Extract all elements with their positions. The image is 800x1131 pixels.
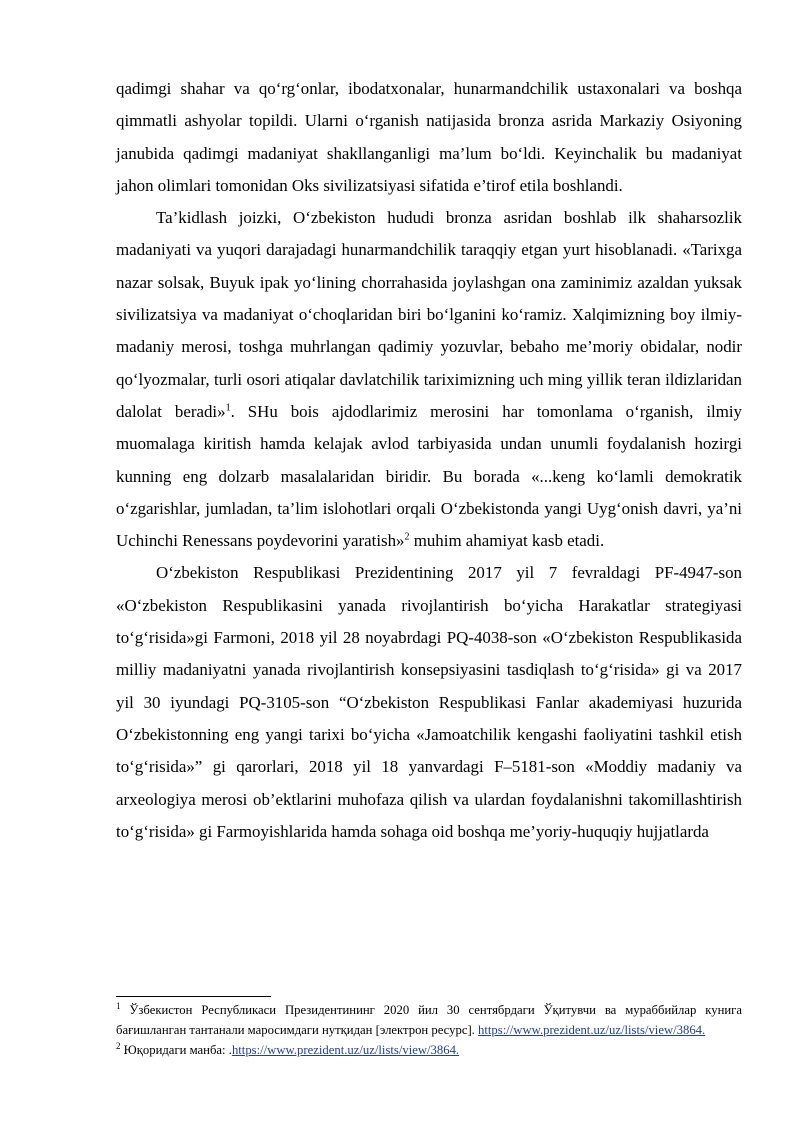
footnote-text: Юқоридаги манба: .	[120, 1043, 232, 1057]
footnotes	[116, 1000, 742, 1060]
footnote-number: 1	[116, 1000, 121, 1011]
footnote-link[interactable]: https://www.prezident.uz/uz/lists/view/3864.	[478, 1023, 706, 1037]
paragraph-text: . SHu bois ajdodlarimiz merosini har tomonlama o‘rganish, ilmiy muomalaga kiritish hamda kelajak avlod tarbiyasida undan unumli foydalanish hozirgi kunning eng dolzarb masalalaridan biridir. Bu borada «...keng ko‘lamli demokratik o‘zgarishlar, jumladan, ta’lim islohotlari orqali O‘zbekistonda yangi Uyg‘onish davri, ya’ni Uchinchi Renessans poydevorini yaratish»	[116, 401, 742, 551]
footnote-ref[interactable]: 1	[225, 402, 231, 414]
footnote-number: 2	[116, 1040, 121, 1051]
paragraph	[116, 557, 742, 848]
paragraph	[116, 73, 742, 202]
footnote-separator	[116, 996, 271, 997]
paragraph-text: O‘zbekiston Respublikasi Prezidentining 2017 yil 7 fevraldagi PF-4947-son «O‘zbekiston Respublikasini yanada rivojlantirish bo‘yicha Harakatlar strategiyasi to‘g‘risida»gi Farmoni, 2018 yil 28 noyabrdagi PQ-4038-son «O‘zbekiston Respublikasida milliy madaniyatni yanada rivojlantirish konsepsiyasini tasdiqlash to‘g‘risida» gi va 2017 yil 30 iyundagi PQ-3105-son “O‘zbekiston Respublikasi Fanlar akademiyasi huzurida O‘zbekistonning eng yangi tarixi bo‘yicha «Jamoatchilik kengashi faoliyatini tashkil etish to‘g‘risida»” gi qarorlari, 2018 yil 18 yanvardagi F–5181-son «Moddiy madaniy va arxeologiya merosi ob’ektlarini muhofaza qilish va ulardan foydalanishni takomillashtirish to‘g‘risida» gi Farmoyishlarida hamda sohaga oid boshqa me’yoriy-huquqiy hujjatlarda	[116, 563, 742, 841]
footnote-ref[interactable]: 2	[404, 531, 410, 543]
footnote	[116, 1040, 742, 1060]
paragraph	[116, 202, 742, 557]
footnote-text: Ўзбекистон Республикаси Президентининг 2020 йил 30 сентябрдаги Ўқитувчи ва мураббийлар кунига бағишланган тантанали маросимдаги нутқидан [электрон ресурс].	[116, 1003, 742, 1037]
body-text	[116, 73, 742, 848]
paragraph-text: Ta’kidlash joizki, O‘zbekiston hududi bronza asridan boshlab ilk shaharsozlik madaniyati va yuqori darajadagi hunarmandchilik taraqqiy etgan yurt hisoblanadi. «Tarixga nazar solsak, Buyuk ipak yo‘lining chorrahasida joylashgan ona zaminimiz azaldan yuksak sivilizatsiya va madaniyat o‘choqlaridan biri bo‘lganini ko‘ramiz. Xalqimizning boy ilmiy-madaniy merosi, toshga muhrlangan qadimiy yozuvlar, bebaho me’moriy obidalar, nodir qo‘lyozmalar, turli osori atiqalar davlatchilik tariximizning uch ming yillik teran ildizlaridan dalolat beradi»	[116, 208, 742, 421]
footnote	[116, 1000, 742, 1040]
footnote-link[interactable]: https://www.prezident.uz/uz/lists/view/3864.	[231, 1043, 460, 1057]
paragraph-text: muhim ahamiyat kasb etadi.	[409, 531, 605, 551]
paragraph-text: qadimgi shahar va qo‘rg‘onlar, ibodatxonalar, hunarmandchilik ustaxonalari va boshqa qimmatli ashyolar topildi. Ularni o‘rganish natijasida bronza asrida Markaziy Osiyoning janubida qadimgi madaniyat shakllanganligi ma’lum bo‘ldi. Keyinchalik bu madaniyat jahon olimlari tomonidan Oks sivilizatsiyasi sifatida e’tirof etila boshlandi.	[116, 79, 742, 195]
